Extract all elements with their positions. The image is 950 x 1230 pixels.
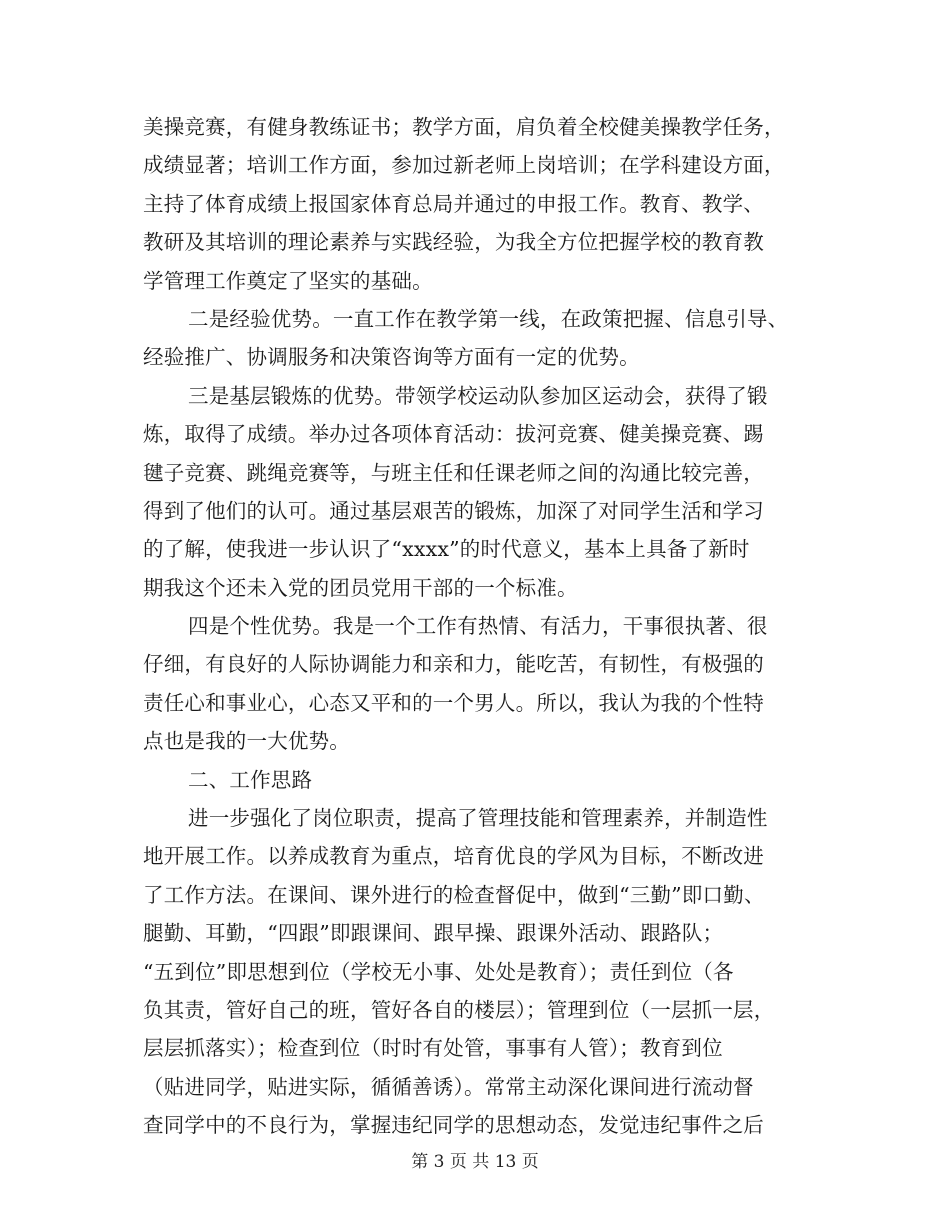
text-line: 仔细，有良好的人际协调能力和亲和力，能吃苦，有韧性，有极强的	[143, 652, 764, 677]
text-line: 了工作方法。在课间、课外进行的检查督促中，做到“三勤”即口勤、	[143, 882, 765, 907]
text-line: 地开展工作。以养成教育为重点，培育优良的学风为目标，不断改进	[143, 844, 764, 869]
text-line: 主持了体育成绩上报国家体育总局并通过的申报工作。教育、教学、	[143, 191, 764, 216]
text-line: 教研及其培训的理论素养与实践经验，为我全方位把握学校的教育教	[143, 230, 764, 255]
page-number-footer: 第 3 页 共 13 页	[411, 1152, 539, 1172]
text-line: 成绩显著；培训工作方面，参加过新老师上岗培训；在学科建设方面，	[143, 153, 785, 178]
text-line: 炼，取得了成绩。举办过各项体育活动：拔河竞赛、健美操竞赛、踢	[143, 422, 764, 447]
text-line: 经验推广、协调服务和决策咨询等方面有一定的优势。	[143, 345, 640, 370]
text-line: 得到了他们的认可。通过基层艰苦的锻炼，加深了对同学生活和学习	[143, 498, 764, 523]
text-line: 查同学中的不良行为，掌握违纪同学的思想动态，发觉违纪事件之后	[143, 1113, 764, 1138]
text-line: 点也是我的一大优势。	[143, 729, 350, 754]
text-line: 负其责，管好自己的班，管好各自的楼层）；管理到位（一层抓一层，	[143, 997, 775, 1022]
text-line: 二是经验优势。一直工作在教学第一线，在政策把握、信息引导、	[188, 306, 789, 331]
text-line: “五到位”即思想到位（学校无小事、处处是教育）；责任到位（各	[143, 959, 734, 984]
text-line: 四是个性优势。我是一个工作有热情、有活力，干事很执著、很	[188, 614, 768, 639]
document-body	[143, 108, 823, 1145]
text-line: 三是基层锻炼的优势。带领学校运动队参加区运动会，获得了锻	[188, 383, 768, 408]
text-line: 责任心和事业心，心态又平和的一个男人。所以，我认为我的个性特	[143, 690, 764, 715]
text-line: 毽子竞赛、跳绳竞赛等，与班主任和任课老师之间的沟通比较完善，	[143, 460, 764, 485]
text-line: 二、工作思路	[188, 767, 313, 792]
text-line: 美操竞赛，有健身教练证书；教学方面，肩负着全校健美操教学任务，	[143, 115, 785, 139]
text-line: 的了解，使我进一步认识了“xxxx”的时代意义，基本上具备了新时	[143, 537, 750, 562]
text-line: 层层抓落实）；检查到位（时时有处管，事事有人管）；教育到位	[143, 1036, 723, 1061]
text-line: 期我这个还未入党的团员党用干部的一个标准。	[143, 575, 578, 600]
text-line: （贴进同学，贴进实际，循循善诱）。常常主动深化课间进行流动督	[143, 1074, 754, 1099]
text-line: 进一步强化了岗位职责，提高了管理技能和管理素养，并制造性	[188, 806, 768, 831]
text-line: 腿勤、耳勤，“四跟”即跟课间、跟早操、跟课外活动、跟路队；	[143, 921, 724, 946]
text-line: 学管理工作奠定了坚实的基础。	[143, 268, 433, 293]
